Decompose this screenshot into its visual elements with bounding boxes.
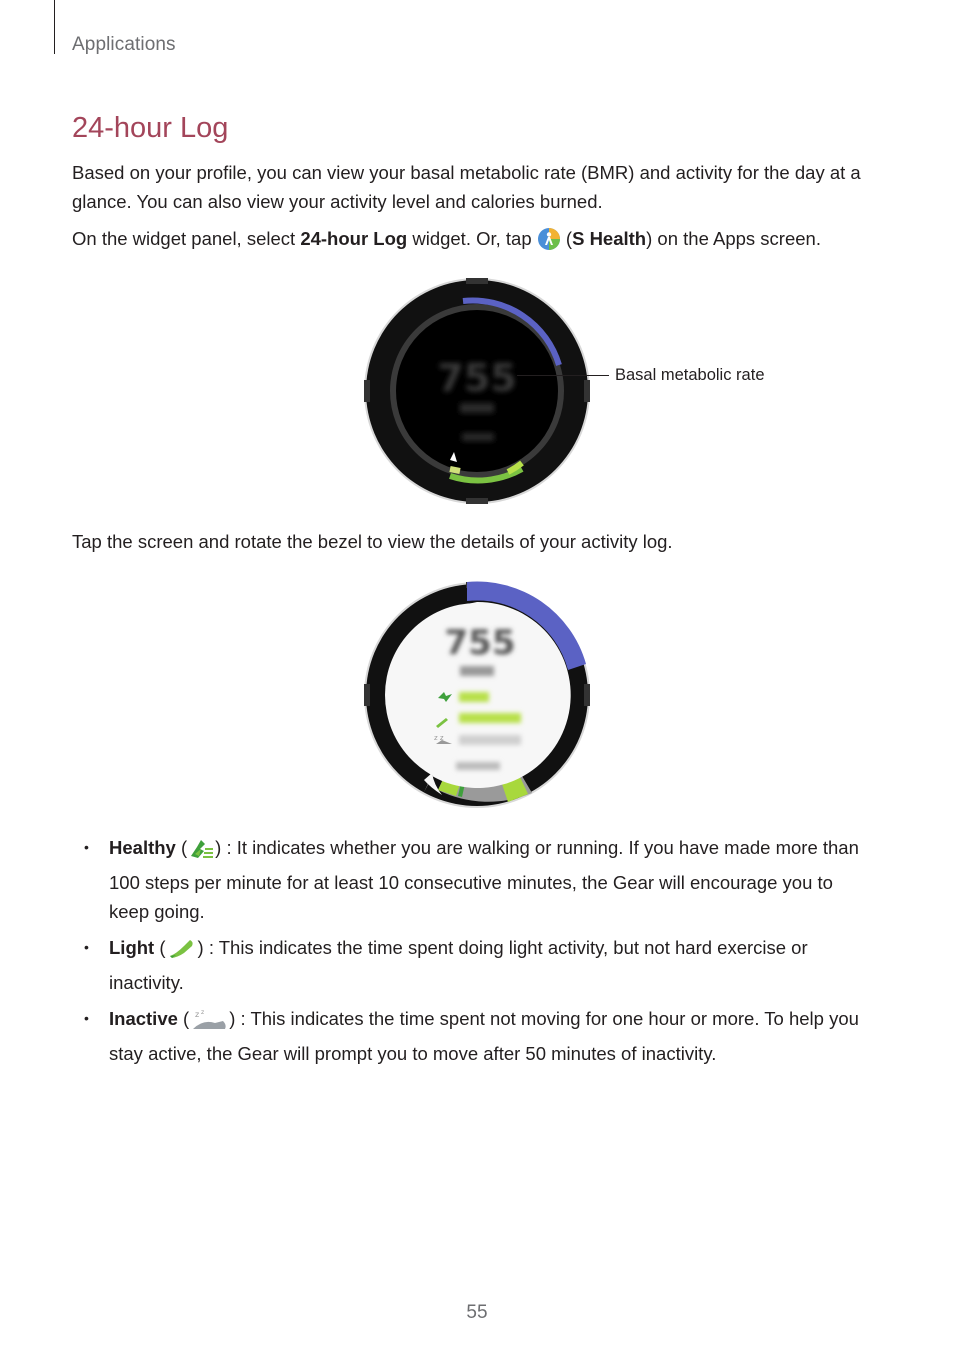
app-name: S Health bbox=[572, 228, 647, 249]
light-description: ) : This indicates the time spent doing light activity, but not hard exercise or inactivity. bbox=[109, 937, 808, 993]
bullet-list bbox=[84, 833, 874, 1075]
bullet-dot: • bbox=[84, 939, 89, 955]
section-title: 24-hour Log bbox=[72, 112, 229, 144]
access-text-4: ) on the Apps screen. bbox=[646, 228, 821, 249]
bullet-dot: • bbox=[84, 839, 89, 855]
list-item bbox=[84, 1004, 874, 1068]
svg-text:755: 755 bbox=[437, 356, 517, 400]
bmr-callout-label: Basal metabolic rate bbox=[615, 366, 765, 384]
svg-text:z: z bbox=[201, 1009, 205, 1016]
inactive-icon bbox=[189, 1007, 229, 1039]
watch-detail-image bbox=[362, 580, 592, 815]
access-paragraph bbox=[72, 224, 887, 259]
callout-line bbox=[517, 375, 609, 376]
svg-text:755: 755 bbox=[444, 623, 516, 663]
paren-open: ( bbox=[177, 1008, 190, 1029]
list-item bbox=[84, 833, 874, 926]
widget-name: 24-hour Log bbox=[300, 228, 408, 249]
intro-paragraph: Based on your profile, you can view your basal metabolic rate (BMR) and activity for the day at a glance. You can also view your activity level and calories burned. bbox=[72, 162, 861, 212]
watch-widget-image bbox=[362, 276, 592, 511]
instruction-paragraph: Tap the screen and rotate the bezel to view the details of your activity log. bbox=[72, 531, 673, 552]
svg-text:z z: z z bbox=[434, 734, 444, 742]
list-item bbox=[84, 933, 874, 997]
inactive-description: ) : This indicates the time spent not moving for one hour or more. To help you stay active, the Gear will prompt you to move after 50 minutes of inactivity. bbox=[109, 1008, 859, 1064]
light-icon bbox=[166, 936, 198, 968]
healthy-icon bbox=[187, 836, 215, 868]
s-health-icon bbox=[537, 227, 561, 259]
page-number: 55 bbox=[466, 1302, 488, 1323]
access-text-3: ( bbox=[560, 228, 573, 249]
bullet-dot: • bbox=[84, 1010, 89, 1026]
svg-text:z: z bbox=[195, 1010, 200, 1019]
paren-open: ( bbox=[154, 937, 166, 958]
paren-open: ( bbox=[175, 837, 188, 858]
header-title: Applications bbox=[72, 34, 176, 55]
healthy-description: ) : It indicates whether you are walking or running. If you have made more than 100 steps per minute for at least 10 consecutive minutes, the Gear will encourage you to keep going. bbox=[109, 837, 859, 922]
healthy-term: Healthy bbox=[109, 837, 176, 858]
header-rule bbox=[54, 0, 55, 54]
inactive-term: Inactive bbox=[109, 1008, 178, 1029]
access-text-1: On the widget panel, select bbox=[72, 228, 301, 249]
light-term: Light bbox=[109, 937, 155, 958]
access-text-2: widget. Or, tap bbox=[407, 228, 537, 249]
